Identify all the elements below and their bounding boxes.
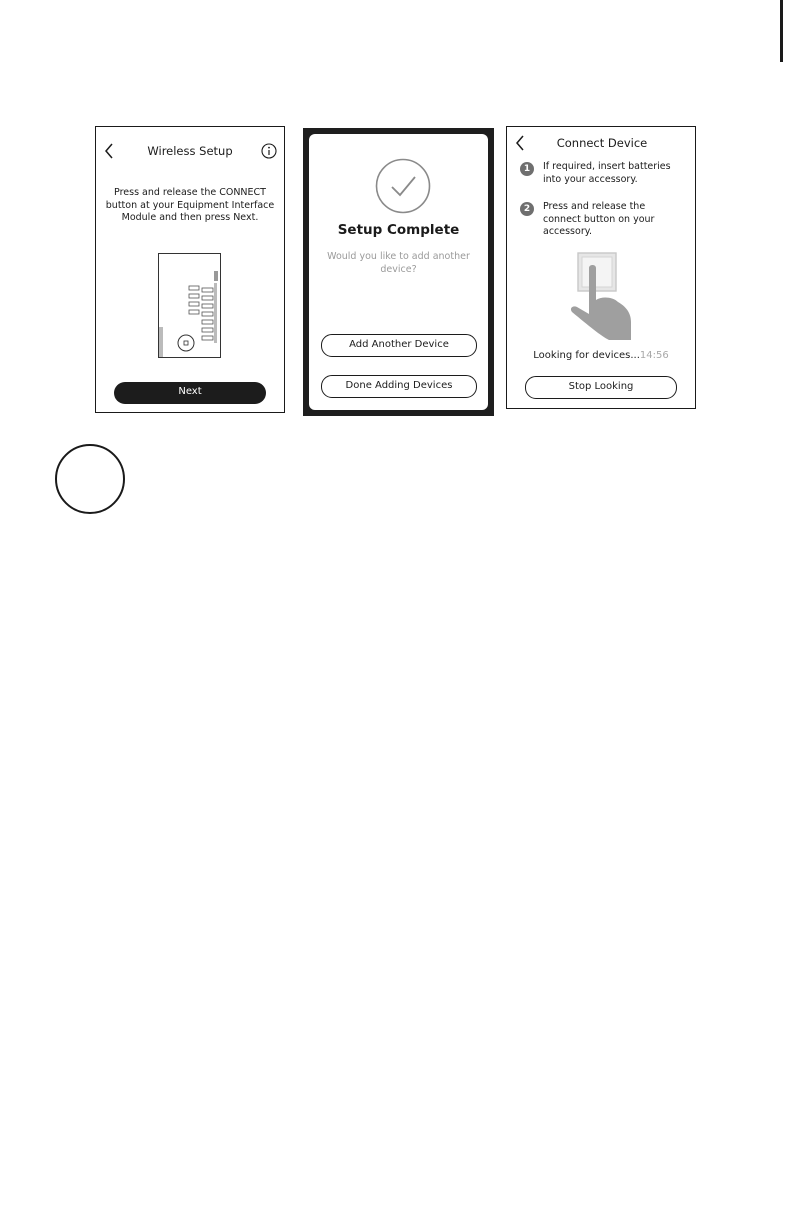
stop-looking-button[interactable]: Stop Looking <box>525 376 677 399</box>
step-number-badge: 2 <box>520 202 534 216</box>
setup-complete-title: Setup Complete <box>337 222 460 238</box>
step-marker-circle <box>55 444 125 514</box>
screen-title: Wireless Setup <box>147 144 233 158</box>
info-icon[interactable] <box>261 143 277 159</box>
equipment-interface-module-illustration <box>158 253 222 359</box>
next-button[interactable]: Next <box>114 382 266 404</box>
countdown-timer: 14:56 <box>639 350 669 361</box>
check-circle-icon <box>374 157 432 215</box>
setup-complete-panel <box>309 134 488 410</box>
step-text: If required, insert batteries into your accessory. <box>543 161 671 185</box>
looking-for-devices-text: Looking for devices... <box>533 350 640 361</box>
add-another-device-button[interactable]: Add Another Device <box>321 334 477 357</box>
add-device-question: Would you like to add another device? <box>327 251 470 275</box>
step-number-badge: 1 <box>520 162 534 176</box>
done-adding-devices-button[interactable]: Done Adding Devices <box>321 375 477 398</box>
step-text: Press and release the connect button on your accessory. <box>543 201 655 237</box>
connect-device-screen <box>506 126 696 409</box>
wireless-setup-screen <box>95 126 285 413</box>
page-edge-rule <box>780 0 783 62</box>
search-status <box>507 350 695 361</box>
hand-pressing-button-illustration <box>569 250 639 342</box>
chevron-left-icon[interactable] <box>104 143 114 159</box>
setup-complete-screen <box>303 128 494 416</box>
instruction-text: Press and release the CONNECT button at your Equipment Interface Module and then press Next. <box>105 187 275 223</box>
screen-title: Connect Device <box>556 136 648 150</box>
chevron-left-icon[interactable] <box>515 135 525 151</box>
